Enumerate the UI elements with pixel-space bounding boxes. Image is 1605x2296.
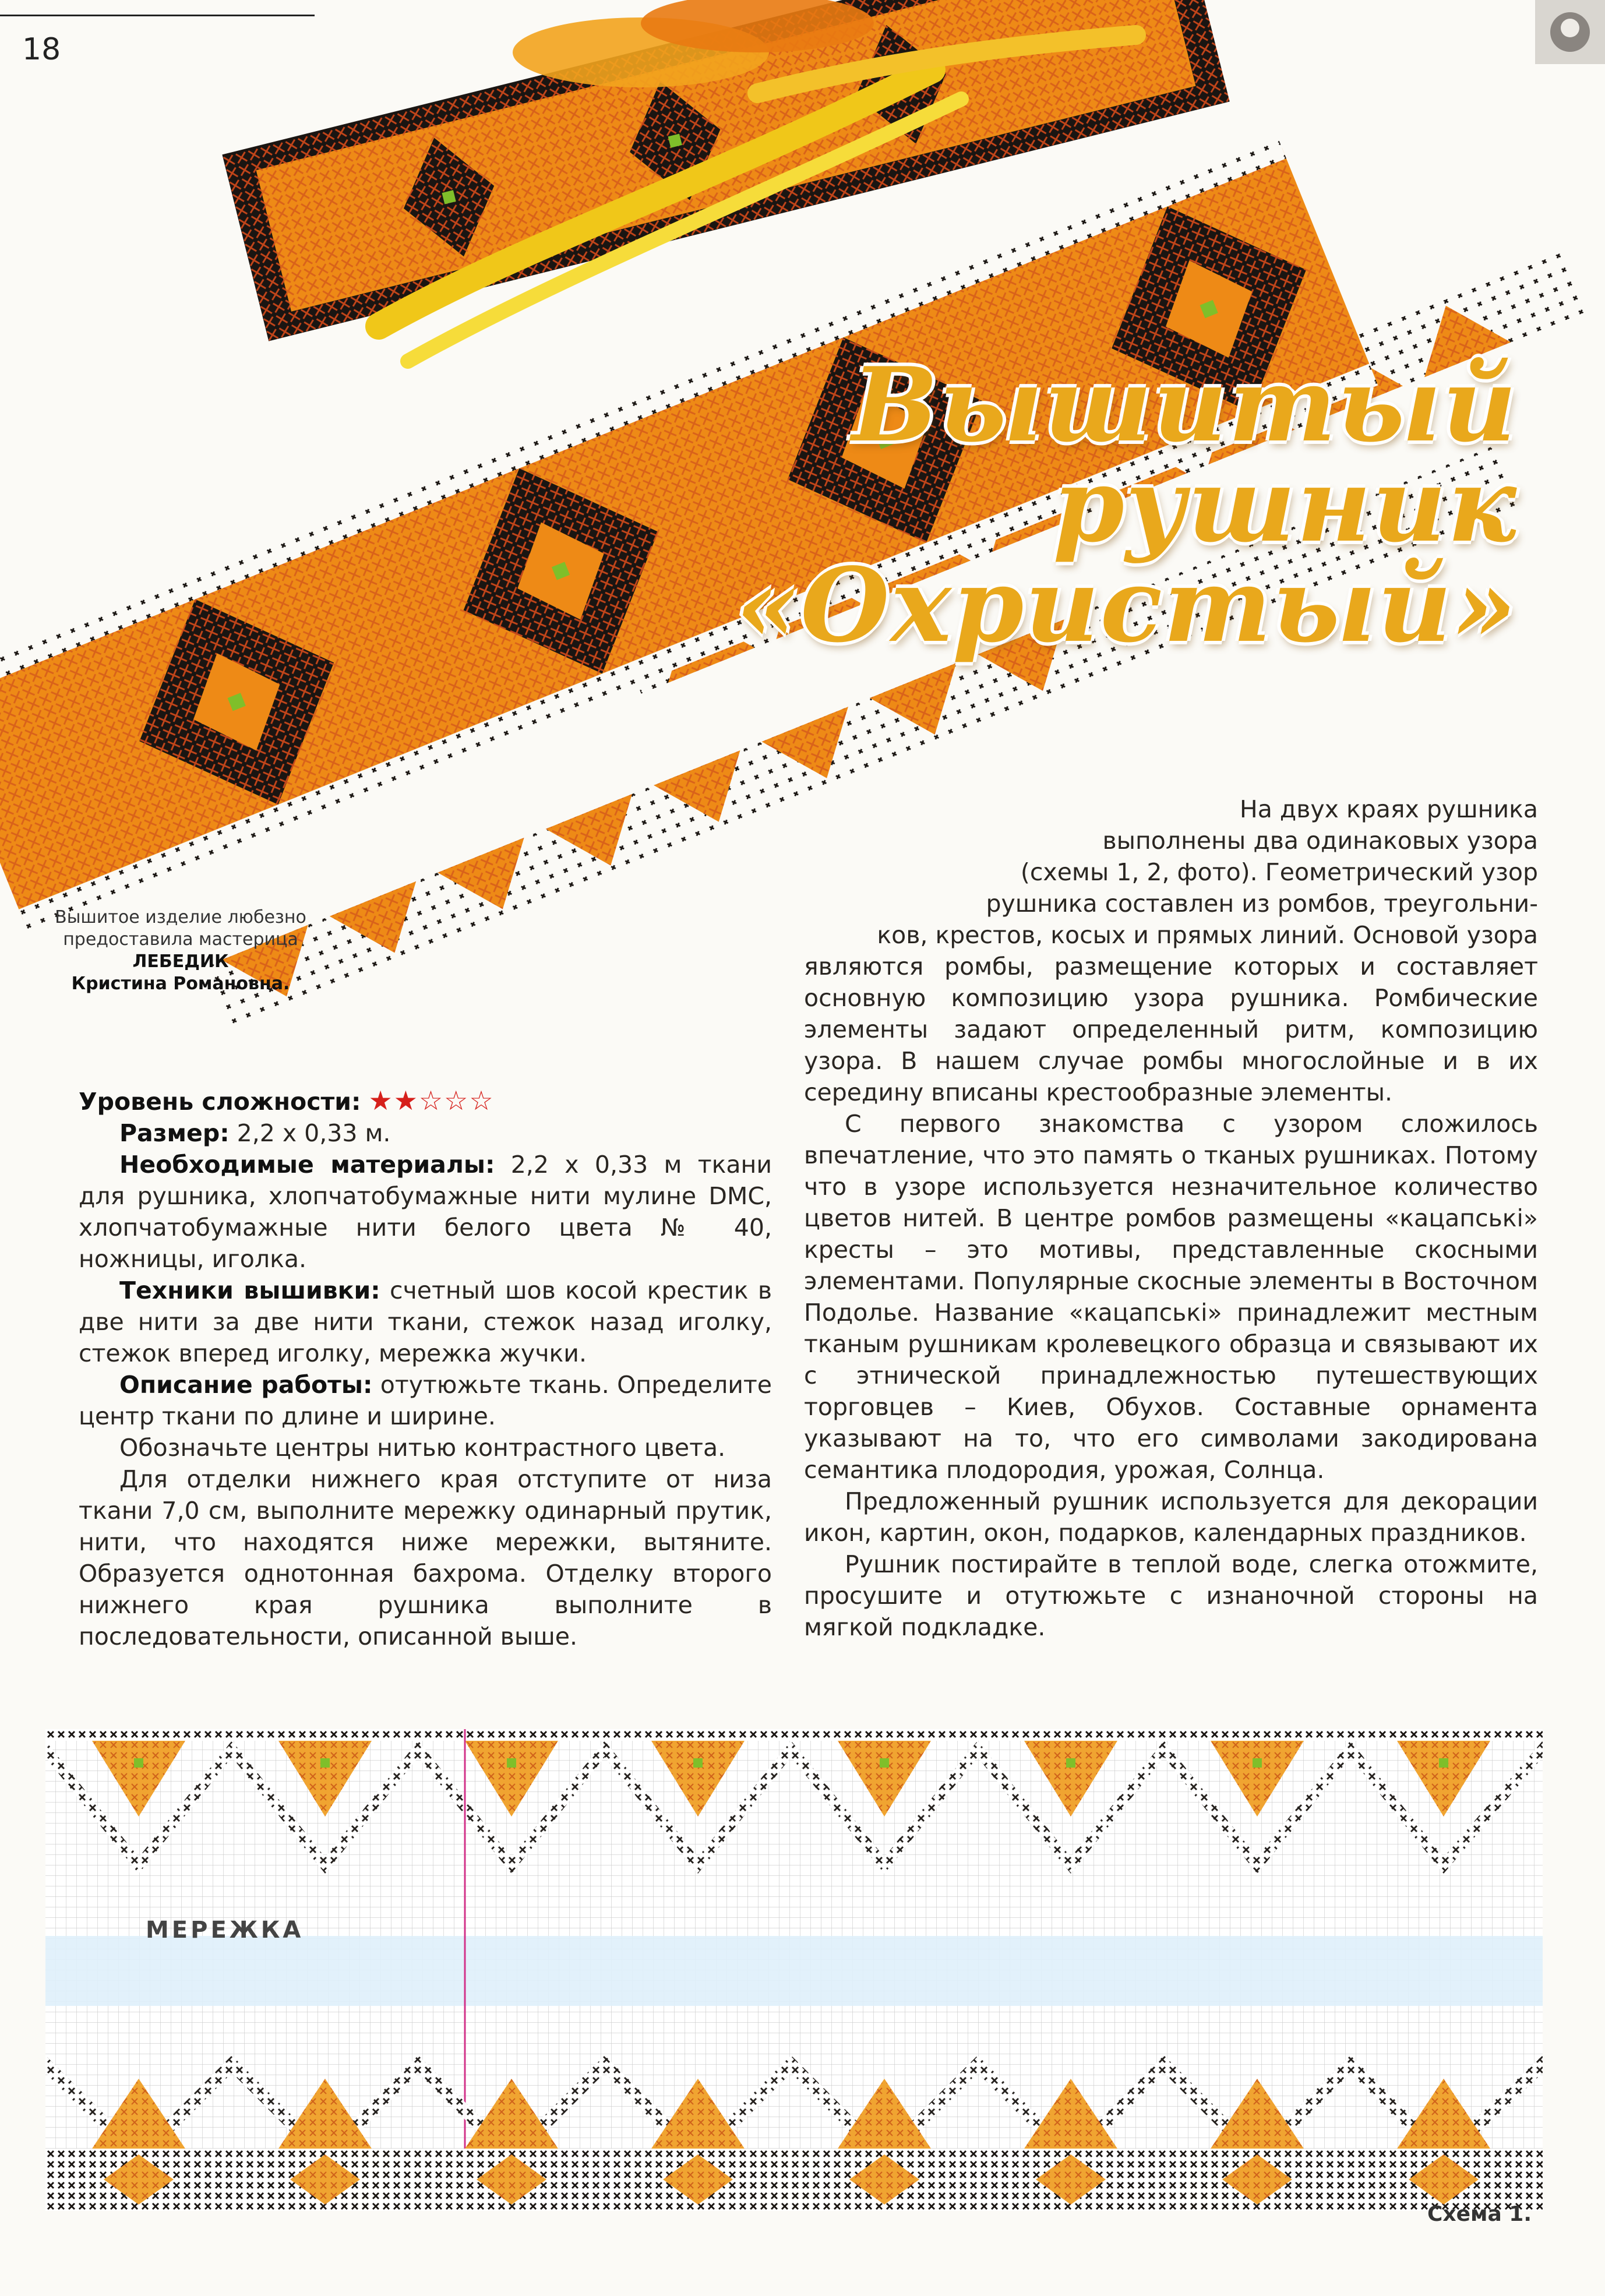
lead-line-4: рушника составлен из ромбов, треугольни- xyxy=(986,890,1538,918)
size-value: 2,2 х 0,33 м. xyxy=(229,1119,391,1147)
title-line-3: «Охристый» xyxy=(735,546,1518,665)
instructions-column xyxy=(79,1085,772,1652)
title-line-2: рушник xyxy=(1053,446,1518,565)
lead-line-3: (схемы 1, 2, фото). Геометрический узор xyxy=(1020,858,1538,886)
size-line xyxy=(79,1117,772,1149)
materials-label: Необходимые материалы: xyxy=(119,1151,495,1179)
difficulty-stars-icon: ★★☆☆☆ xyxy=(368,1085,495,1116)
techniques-value: счетный шов косой крестик в две нити за две нити ткани, стежок назад иголку, стежок вперед иголку, мережка жучки. xyxy=(79,1276,772,1367)
corner-logo-icon xyxy=(1535,0,1605,64)
photo-credit xyxy=(23,907,338,995)
description-label: Описание работы: xyxy=(119,1371,373,1399)
credit-line-2: предоставила мастерица xyxy=(63,929,298,950)
article-column xyxy=(804,793,1538,1643)
article-paragraph-2: С первого знакомства с узором сложилось впечатление, что это память о тканых рушниках. Потому что в узоре используется незначительное количество цветов нитей. В центре ромбов размещены «кацапські» кресты – это мотивы, представленные скосными элементами. Популярные скосные элементы в Восточном Подолье. Название «кацапські» принадлежит местным тканым рушникам кролевецкого образца и связывают их с этнической принадлежностью путешествующих торговцев – Киев, Обухов. Составные орнамента указывают на то, что его символами закодирована семантика плодородия, урожая, Солнца. xyxy=(804,1110,1538,1484)
article-title xyxy=(735,345,1518,665)
article-paragraph-4: Рушник постирайте в теплой воде, слегка отожмите, просушите и отутюжьте с изнаночной стороны на мягкой подкладке. xyxy=(804,1550,1538,1641)
difficulty-label: Уровень сложности: xyxy=(79,1088,361,1116)
page-number: 18 xyxy=(22,32,61,67)
article-paragraph-1: являются ромбы, размещение которых и составляет основную композицию узора рушника. Ромбические элементы задают определенный ритм, композицию узора. В нашем случае ромбы многослойные и в их середину вписаны крестообразные элементы. xyxy=(804,953,1538,1106)
article-paragraph-3: Предложенный рушник используется для декорации икон, картин, окон, подарков, календарных праздников. xyxy=(804,1487,1538,1547)
difficulty-line xyxy=(79,1085,772,1117)
credit-line-1: Вышитое изделие любезно xyxy=(55,907,306,927)
materials-value: 2,2 х 0,33 м ткани для рушника, хлопчатобумажные нити мулине DMC, хлопчатобумажные нити белого цвета № 40, ножницы, иголка. xyxy=(79,1151,772,1273)
merezhka-label: МЕРЕЖКА xyxy=(146,1917,304,1944)
description-value: отутюжьте ткань. Определите центр ткани по длине и ширине. xyxy=(79,1371,772,1430)
materials-line xyxy=(79,1149,772,1275)
size-label: Размер: xyxy=(119,1119,230,1147)
scheme-caption: Схема 1. xyxy=(1427,2202,1532,2226)
credit-name-2: Кристина Романовна. xyxy=(71,974,290,994)
embroidery-scheme xyxy=(45,1729,1543,2211)
techniques-label: Техники вышивки: xyxy=(119,1276,380,1304)
edge-paragraph: Для отделки нижнего края отступите от низа ткани 7,0 см, выполните мережку одинарный прутик, нити, что находятся ниже мережки, вытяните. Образуется однотонная бахрома. Отделку второго нижнего края рушника выполните в последовательности, описанной выше. xyxy=(79,1465,772,1650)
techniques-line xyxy=(79,1275,772,1369)
description-line xyxy=(79,1369,772,1432)
title-line-1: Вышитый xyxy=(852,345,1518,465)
credit-name-1: ЛЕБЕДИК xyxy=(132,951,229,972)
lead-line-5: ков, крестов, косых и прямых линий. Основой узора xyxy=(877,921,1538,949)
lead-line-1: На двух краях рушника xyxy=(1239,795,1538,823)
centers-paragraph: Обозначьте центры нитью контрастного цвета. xyxy=(119,1434,726,1462)
lead-line-2: выполнены два одинаковых узора xyxy=(1102,827,1538,855)
